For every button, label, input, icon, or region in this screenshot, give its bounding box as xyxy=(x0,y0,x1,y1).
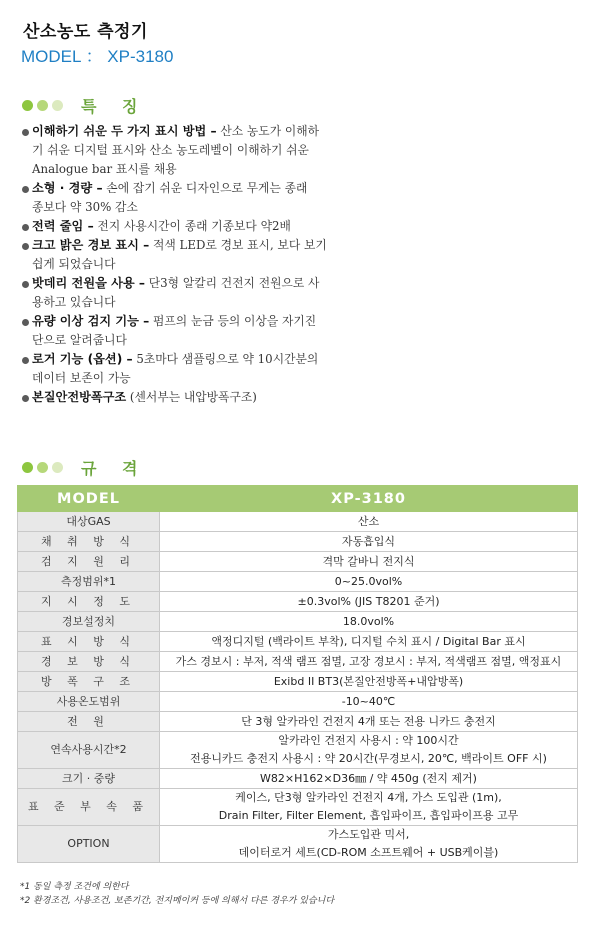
spec-value xyxy=(160,632,578,652)
spec-value xyxy=(160,789,578,826)
bullet-icon xyxy=(22,243,29,250)
table-row xyxy=(18,572,578,592)
feature-title: 유량 이상 검지 기능 – xyxy=(32,314,150,328)
features-section-header xyxy=(22,94,147,117)
spec-key: 크기 · 중량 xyxy=(18,769,160,789)
feature-title: 크고 밝은 경보 표시 – xyxy=(32,238,150,252)
green-dot-icon xyxy=(52,462,63,473)
spec-value-line: 격막 갈바니 전지식 xyxy=(322,554,415,568)
spec-value-line: 자동흡입식 xyxy=(341,534,396,548)
bullet-icon xyxy=(22,395,29,402)
model-label: MODEL xyxy=(21,47,81,66)
spec-value xyxy=(160,732,578,769)
feature-description: 단으로 알려줍니다 xyxy=(32,333,127,347)
spec-value-line: ±0.3vol% (JIS T8201 준거) xyxy=(297,594,440,608)
table-row xyxy=(18,592,578,612)
footnote: *2 환경조건, 사용조건, 보존기간, 전지메이커 등에 의해서 다른 경우가 있습니다 xyxy=(20,896,335,906)
spec-value xyxy=(160,672,578,692)
table-row xyxy=(18,552,578,572)
bullet-icon xyxy=(22,224,29,231)
feature-description: 펌프의 눈금 등의 이상을 자기진 xyxy=(149,314,317,328)
table-row xyxy=(18,789,578,826)
feature-title: 전력 줄임 – xyxy=(32,219,94,233)
green-dot-icon xyxy=(52,100,63,111)
spec-key: 검 지 원 리 xyxy=(18,552,160,572)
feature-item xyxy=(22,122,378,179)
table-row xyxy=(18,732,578,769)
page-title: 산소농도 측정기 xyxy=(23,22,148,42)
spec-key: 측정범위*1 xyxy=(18,572,160,592)
spec-key: 연속사용시간*2 xyxy=(18,732,160,769)
feature-item xyxy=(22,217,378,236)
bullet-icon xyxy=(22,319,29,326)
spec-value-line: Drain Filter, Filter Element, 흡입파이프, 흡입파이프용 고무 xyxy=(218,809,519,822)
feature-title: 로거 기능 (옵션) – xyxy=(32,352,133,366)
feature-description: 용하고 있습니다 xyxy=(32,295,116,309)
feature-description: 적색 LED로 경보 표시, 보다 보기 xyxy=(149,238,327,252)
bullet-icon xyxy=(22,129,29,136)
spec-section-header xyxy=(22,456,147,479)
feature-title: 소형 · 경량 – xyxy=(32,181,103,195)
table-row xyxy=(18,612,578,632)
spec-value-line: 가스도입관 믹서, xyxy=(327,828,410,841)
spec-value xyxy=(160,552,578,572)
table-row xyxy=(18,769,578,789)
model-separator: ： xyxy=(85,47,103,66)
feature-description: 단3형 알칼리 건전지 전원으로 사 xyxy=(145,276,320,290)
feature-description: 기 쉬운 디지털 표시와 산소 농도레벨이 이해하기 쉬운 xyxy=(32,143,309,157)
feature-item xyxy=(22,312,378,350)
feature-description: 5초마다 샘플링으로 약 10시간분의 xyxy=(132,352,319,366)
green-dot-icon xyxy=(37,100,48,111)
footnote: *1 동일 측정 조건에 의한다 xyxy=(20,882,129,892)
feature-description: 손에 잡기 쉬운 디자인으로 무게는 종래 xyxy=(102,181,308,195)
table-row xyxy=(18,532,578,552)
spec-value xyxy=(160,532,578,552)
spec-key: 지 시 정 도 xyxy=(18,592,160,612)
feature-description: (센서부는 내압방폭구조) xyxy=(126,390,257,404)
feature-item xyxy=(22,388,378,407)
spec-value-line: 케이스, 단3형 알카라인 건전지 4개, 가스 도입관 (1m), xyxy=(235,791,502,804)
spec-section-label: 규 격 xyxy=(81,459,148,478)
spec-value-line: W82×H162×D36㎜ / 약 450g (전지 제거) xyxy=(260,771,477,785)
feature-description: Analogue bar 표시를 채용 xyxy=(32,162,177,176)
feature-title: 이해하기 쉬운 두 가지 표시 방법 – xyxy=(32,124,217,138)
spec-value-line: -10~40℃ xyxy=(341,694,396,708)
bullet-icon xyxy=(22,186,29,193)
spec-value-line: 전용니카드 충전지 사용시 : 약 20시간(무경보시, 20℃, 백라이트 OFF 시) xyxy=(190,752,547,765)
feature-item xyxy=(22,274,378,312)
features-section-label: 특 징 xyxy=(81,97,148,116)
feature-description: 종보다 약 30% 감소 xyxy=(32,200,138,214)
spec-value-line: 액정디지털 (백라이트 부착), 디지털 수치 표시 / Digital Bar 표시 xyxy=(211,634,526,648)
spec-value-line: 산소 xyxy=(357,514,380,528)
table-row xyxy=(18,712,578,732)
spec-key: 방 폭 구 조 xyxy=(18,672,160,692)
spec-value xyxy=(160,652,578,672)
model-heading xyxy=(21,42,173,67)
spec-key: 표 시 방 식 xyxy=(18,632,160,652)
spec-value xyxy=(160,572,578,592)
feature-description: 산소 농도가 이해하 xyxy=(216,124,320,138)
spec-value-line: 0~25.0vol% xyxy=(334,574,403,588)
feature-title: 본질안전방폭구조 xyxy=(32,390,127,404)
table-row xyxy=(18,826,578,863)
spec-value xyxy=(160,692,578,712)
spec-key: 대상GAS xyxy=(18,512,160,532)
table-row xyxy=(18,632,578,652)
feature-title: 밧데리 전원을 사용 – xyxy=(32,276,146,290)
feature-description: 데이터 보존이 가능 xyxy=(32,371,131,385)
features-list xyxy=(22,122,378,407)
feature-description: 쉽게 되었습니다 xyxy=(32,257,116,271)
spec-key: 표 준 부 속 품 xyxy=(18,789,160,826)
spec-value-line: 단 3형 알카라인 건전지 4개 또는 전용 니카드 충전지 xyxy=(241,714,496,728)
green-dot-icon xyxy=(37,462,48,473)
spec-key: OPTION xyxy=(18,826,160,863)
spec-value xyxy=(160,712,578,732)
spec-value-line: Exibd II BT3(본질안전방폭+내압방폭) xyxy=(273,674,464,688)
spec-table-header xyxy=(18,486,578,512)
spec-value xyxy=(160,612,578,632)
spec-value-line: 알카라인 건전지 사용시 : 약 100시간 xyxy=(278,734,459,747)
spec-key: 전 원 xyxy=(18,712,160,732)
spec-key: 경보설정치 xyxy=(18,612,160,632)
spec-value-line: 가스 경보시 : 부저, 적색 램프 점멸, 고장 경보시 : 부저, 적색램프 점멸, 액정표시 xyxy=(175,654,562,668)
feature-item xyxy=(22,350,378,388)
table-row xyxy=(18,692,578,712)
spec-value xyxy=(160,512,578,532)
spec-value xyxy=(160,826,578,863)
bullet-icon xyxy=(22,281,29,288)
spec-value-line: 데이터로거 세트(CD-ROM 소프트웨어 + USB케이블) xyxy=(238,846,499,859)
spec-value-line: 18.0vol% xyxy=(342,614,395,628)
green-dot-icon xyxy=(22,100,33,111)
table-row xyxy=(18,652,578,672)
bullet-icon xyxy=(22,357,29,364)
spec-key: 채 취 방 식 xyxy=(18,532,160,552)
spec-table xyxy=(17,485,578,863)
spec-header-model: MODEL xyxy=(18,486,160,512)
feature-item xyxy=(22,179,378,217)
green-dot-icon xyxy=(22,462,33,473)
table-row xyxy=(18,512,578,532)
spec-value xyxy=(160,592,578,612)
feature-item xyxy=(22,236,378,274)
spec-value xyxy=(160,769,578,789)
model-value: XP-3180 xyxy=(107,47,174,66)
table-row xyxy=(18,672,578,692)
spec-header-value: XP-3180 xyxy=(160,486,578,512)
footnotes xyxy=(20,880,334,908)
spec-key: 경 보 방 식 xyxy=(18,652,160,672)
feature-description: 전지 사용시간이 종래 기종보다 약2배 xyxy=(93,219,291,233)
spec-key: 사용온도범위 xyxy=(18,692,160,712)
